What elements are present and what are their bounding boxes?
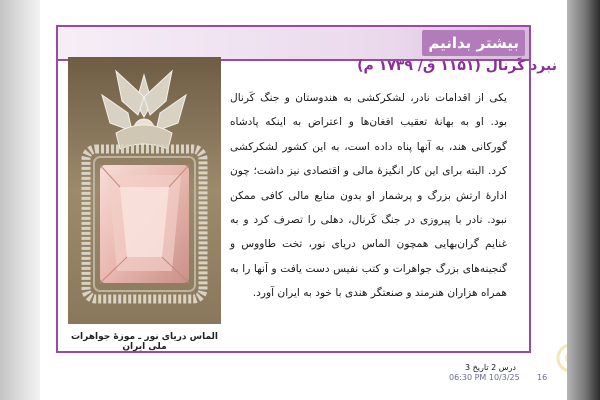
right-edge-strip <box>567 0 600 400</box>
slide <box>40 0 567 400</box>
footer-page-number: 16 <box>537 373 548 382</box>
photo-caption: الماس دریای نور ـ موزهٔ جواهرات ملی ایران <box>71 332 218 352</box>
body-paragraph: یکی از اقدامات نادر، لشکرکشی به هندوستان و جنگ کَرنال بود. او به بهانهٔ تعقیب افغان‌ها و اعتراض به اینکه پادشاه گورکانی هند، به آنها پناه داده است، به این کشور لشکرکشی کرد. البته برای این کار انگیزهٔ مالی و اقتصادی نیز داشت؛ چون ادارهٔ ارتش بزرگ و پرشمار او بدون منابع مالی کافی ممکن نبود. نادر با پیروزی در جنگ کَرنال، دهلی را تصرف کرد و به غنایم گران‌بهایی همچون الماس دریای نور، تخت طاووس و گنجینه‌های بزرگ جواهرات و کتب نفیس دست یافت و آنها را به همراه هزاران هنرمند و صنعتگر هندی با خود به ایران آورد. <box>230 92 507 300</box>
footer-datetime: 06:30 PM 10/3/25 <box>449 373 520 382</box>
section-heading: نبرد کَرنال (۱۱۵۱ ق/ ۱۷۳۹ م) <box>357 58 557 74</box>
diamond-illustration <box>68 57 221 324</box>
title-banner <box>58 27 529 61</box>
banner-title: بیشتر بدانیم <box>422 30 525 56</box>
footer-lesson-label: درس 2 تاریخ 3 <box>465 363 516 372</box>
darya-i-noor-diamond-image <box>68 57 221 324</box>
left-edge-strip <box>0 0 40 400</box>
